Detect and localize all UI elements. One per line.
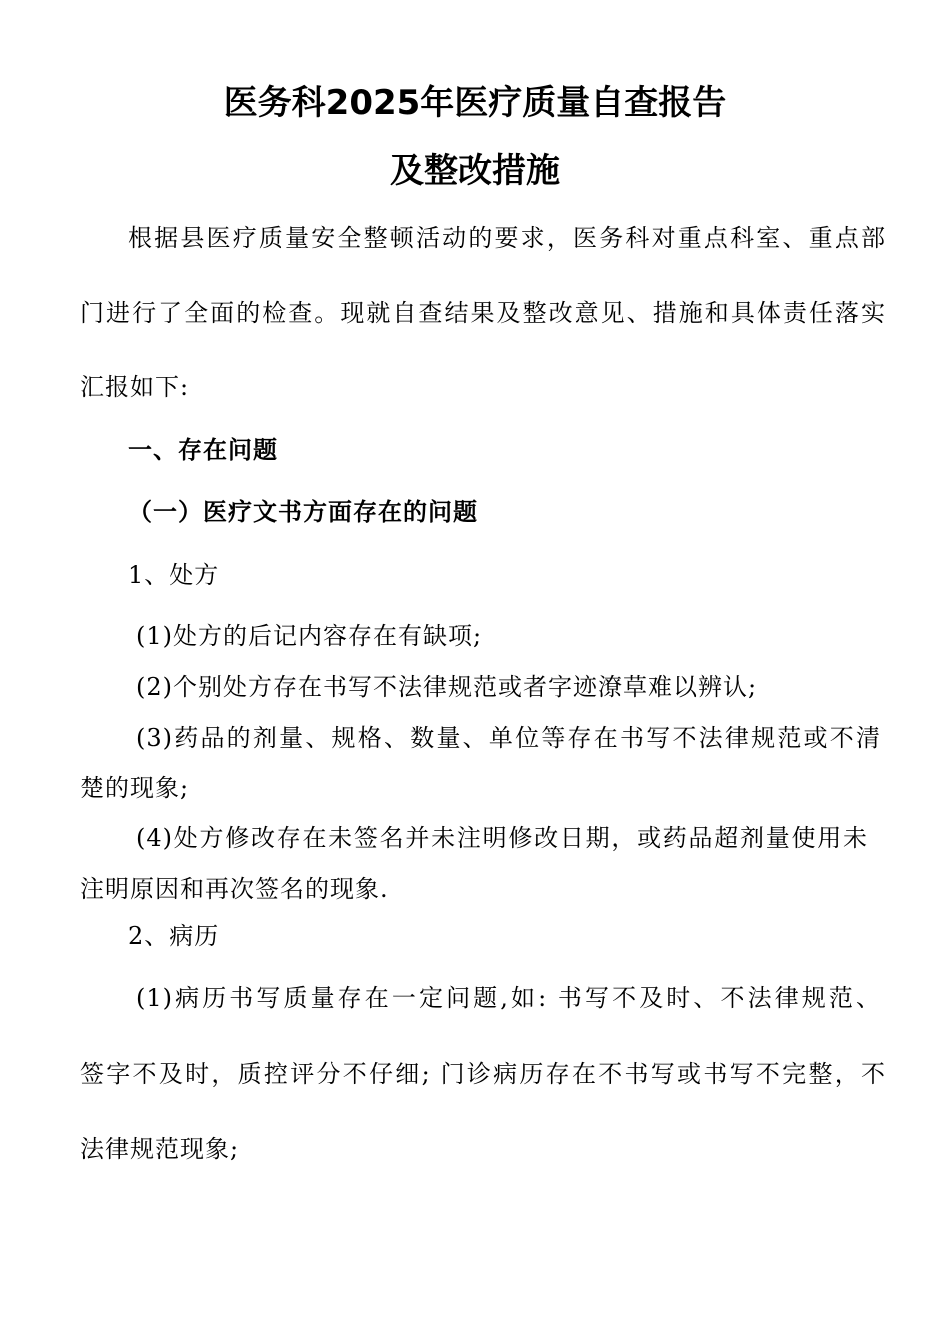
item1-point-4-cont: 注明原因和再次签名的现象.	[80, 875, 389, 903]
item1-point-3-cont: 楚的现象;	[80, 774, 190, 802]
document-title-line1: 医务科2025年医疗质量自查报告	[223, 83, 727, 123]
intro-line-2: 门进行了全面的检查。现就自查结果及整改意见、措施和具体责任落实	[80, 299, 886, 327]
item1-point-3: (3)药品的剂量、规格、数量、单位等存在书写不法律规范或不清	[136, 724, 881, 752]
subsection1-heading: （一）医疗文书方面存在的问题	[128, 498, 478, 526]
document-title-line2: 及整改措施	[390, 151, 560, 191]
item2-point-1: (1)病历书写质量存在一定问题,如: 书写不及时、不法律规范、	[136, 984, 881, 1012]
item1-point-2: (2)个别处方存在书写不法律规范或者字迹潦草难以辨认;	[136, 673, 758, 701]
intro-line-1: 根据县医疗质量安全整顿活动的要求，医务科对重点科室、重点部	[128, 224, 886, 252]
item1-point-4: (4)处方修改存在未签名并未注明修改日期，或药品超剂量使用未	[136, 824, 868, 852]
section1-heading: 一、存在问题	[128, 436, 278, 464]
item2-heading: 2、病历	[128, 922, 220, 950]
intro-line-3: 汇报如下:	[80, 373, 190, 401]
item2-point-1-cont: 签字不及时，质控评分不仔细; 门诊病历存在不书写或书写不完整，不	[80, 1060, 886, 1088]
item1-point-1: (1)处方的后记内容存在有缺项;	[136, 622, 483, 650]
item2-point-1-cont2: 法律规范现象;	[80, 1135, 240, 1163]
item1-heading: 1、处方	[128, 561, 220, 589]
